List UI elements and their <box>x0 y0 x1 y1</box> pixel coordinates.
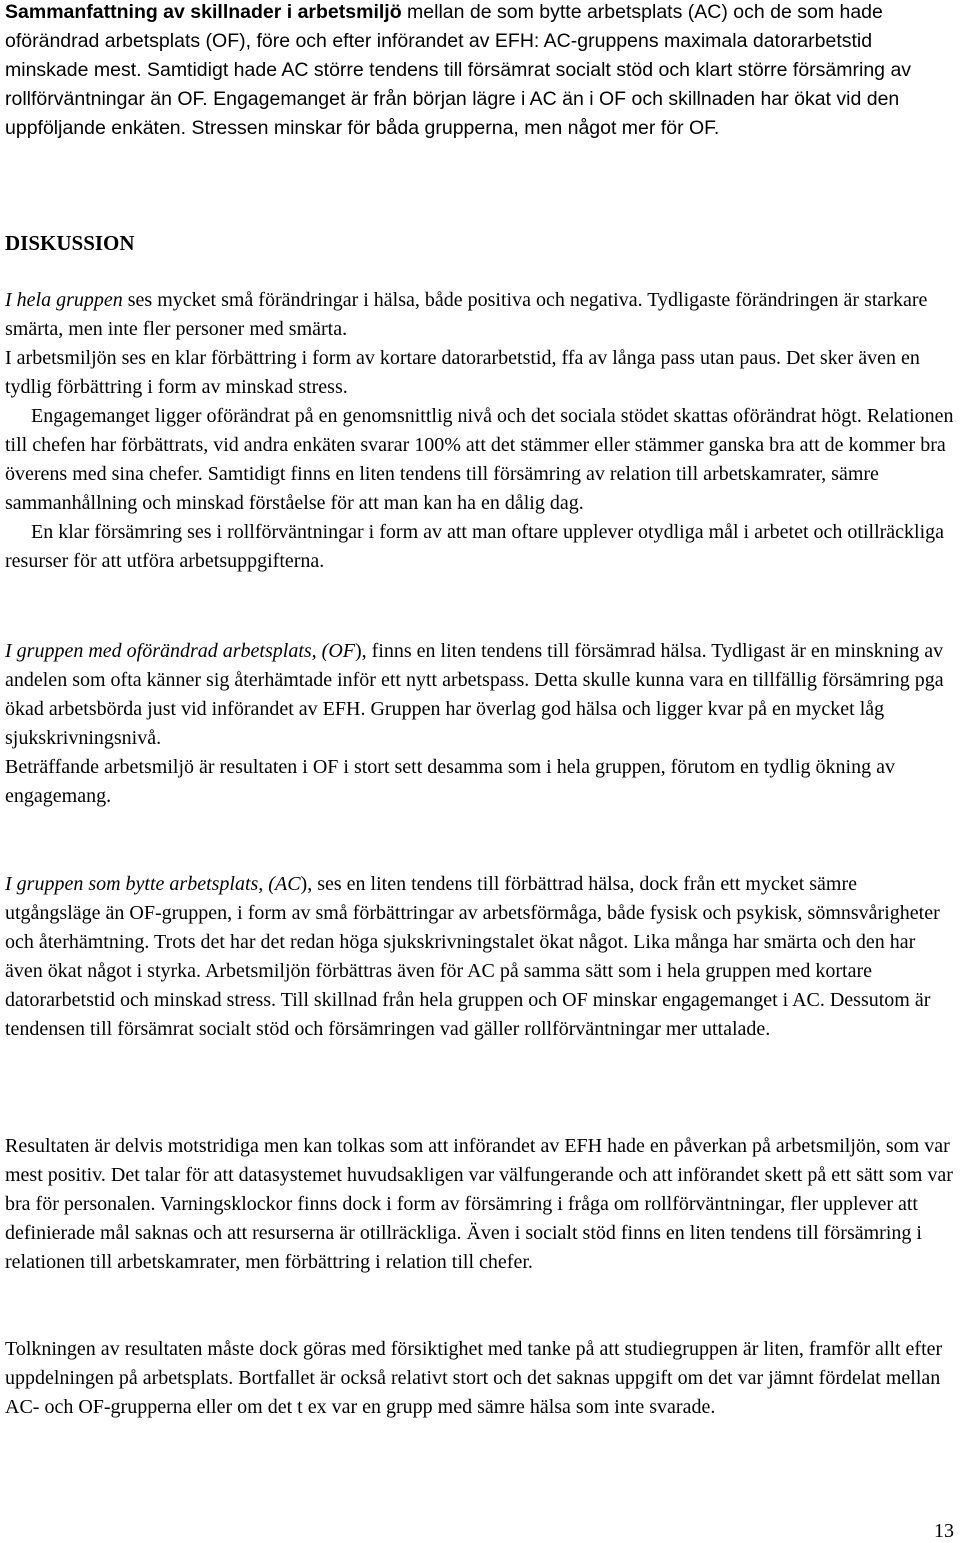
summary-paragraph <box>5 0 955 143</box>
ac-group-paragraph-1 <box>5 870 955 1044</box>
ac-group-lead-a: I gruppen som bytte arbetsplats, ( <box>5 873 275 895</box>
whole-group-paragraph-4: En klar försämring ses i rollförväntningar i form av att man oftare upplever otydliga mål i arbetet och otillräckliga resurser för att utföra arbetsuppgifterna. <box>5 521 945 572</box>
whole-group-text-1: ses mycket små förändringar i hälsa, både positiva och negativa. Tydligaste förändringen är starkare smärta, men inte fler personer med smärta. <box>5 289 928 340</box>
whole-group-paragraph-3: Engagemanget ligger oförändrat på en genomsnittlig nivå och det sociala stödet skattas oförändrat högt. Relationen till chefen har förbättrats, vid andra enkäten svarar 100% att det stämmer eller stämmer ganska bra att de kommer bra överens med sina chefer. Samtidigt finns en liten tendens till försämring av relation till arbetskamrater, sämre sammanhållning och minskad förståelse för att man kan ha en dålig dag. <box>5 405 954 514</box>
of-group-paragraph-2: Beträffande arbetsmiljö är resultaten i OF i stort sett desamma som i hela gruppen, förutom en tydlig ökning av engagemang. <box>5 756 895 807</box>
whole-group-lead: I hela gruppen <box>5 289 123 311</box>
ac-group-text-1: ), ses en liten tendens till förbättrad hälsa, dock från ett mycket sämre utgångsläge än OF-gruppen, i form av små förbättringar av arbetsförmåga, både fysisk och psykisk, sömnsvårigheter och återhämtning. Trots det har det redan höga sjukskrivningstalet ökat något. Lika många har smärta och den har även ökat något i styrka. Arbetsmiljön förbättras även för AC på samma sätt som i hela gruppen med kortare datorarbetstid och minskad stress. Till skillnad från hela gruppen och OF minskar engagemanget i AC. Dessutom är tendensen till försämrat socialt stöd och försämringen vad gäller rollförväntningar mer uttalade. <box>5 873 940 1040</box>
of-group-section <box>5 637 955 811</box>
summary-text: mellan de som bytte arbetsplats (AC) och de som hade oförändrad arbetsplats (OF), före och efter införandet av EFH: AC-gruppens maximala datorarbetstid minskade mest. Samtidigt hade AC större tendens till försämrat socialt stöd och klart större försämring av rollförväntningar än OF. Engagemanget är från början lägre i AC än i OF och skillnaden har ökat vid den uppföljande enkäten. Stressen minskar för båda grupperna, men något mer för OF. <box>5 1 912 139</box>
page-number: 13 <box>934 1520 954 1542</box>
of-group-paragraph-1 <box>5 637 955 753</box>
ac-group-section <box>5 870 955 1044</box>
whole-group-paragraph-1 <box>5 286 955 344</box>
interpretation-section <box>5 1335 955 1422</box>
of-group-text-1: ), finns en liten tendens till försämrad hälsa. Tydligast är en minskning av andelen som ofta känner sig återhämtade inför ett nytt arbetspass. Detta skulle kunna vara en tillfällig försämring pga ökad arbetsbörda just vid införandet av EFH. Gruppen har överlag god hälsa och ligger kvar på en mycket låg sjukskrivningsnivå. <box>5 640 944 749</box>
whole-group-section <box>5 286 955 576</box>
ac-group-lead-b: AC <box>274 873 301 895</box>
of-group-lead-a: I gruppen med oförändrad arbetsplats, ( <box>5 640 329 662</box>
summary-lead: Sammanfattning av skillnader i arbetsmiljö <box>5 1 402 23</box>
whole-group-paragraph-2: I arbetsmiljön ses en klar förbättring i form av kortare datorarbetstid, ffa av långa pass utan paus. Det sker även en tydlig förbättring i form av minskad stress. <box>5 347 920 398</box>
results-section <box>5 1132 955 1277</box>
results-paragraph: Resultaten är delvis motstridiga men kan tolkas som att införandet av EFH hade en påverkan på arbetsmiljön, som var mest positiv. Det talar för att datasystemet huvudsakligen var välfungerande och att införandet skett på ett sätt som var bra för personalen. Varningsklockor finns dock i form av försämring i fråga om rollförväntningar, fler upplever att definierade mål saknas och att resurserna är otillräckliga. Även i socialt stöd finns en liten tendens till försämring i relationen till arbetskamrater, men förbättring i relation till chefer. <box>5 1135 953 1273</box>
of-group-lead-b: OF <box>328 640 355 662</box>
interpretation-paragraph: Tolkningen av resultaten måste dock göras med försiktighet med tanke på att studiegruppen är liten, framför allt efter uppdelningen på arbetsplats. Bortfallet är också relativt stort och det saknas uppgift om det var jämnt fördelat mellan AC- och OF-grupperna eller om det t ex var en grupp med sämre hälsa som inte svarade. <box>5 1338 943 1418</box>
section-heading: DISKUSSION <box>5 231 135 255</box>
